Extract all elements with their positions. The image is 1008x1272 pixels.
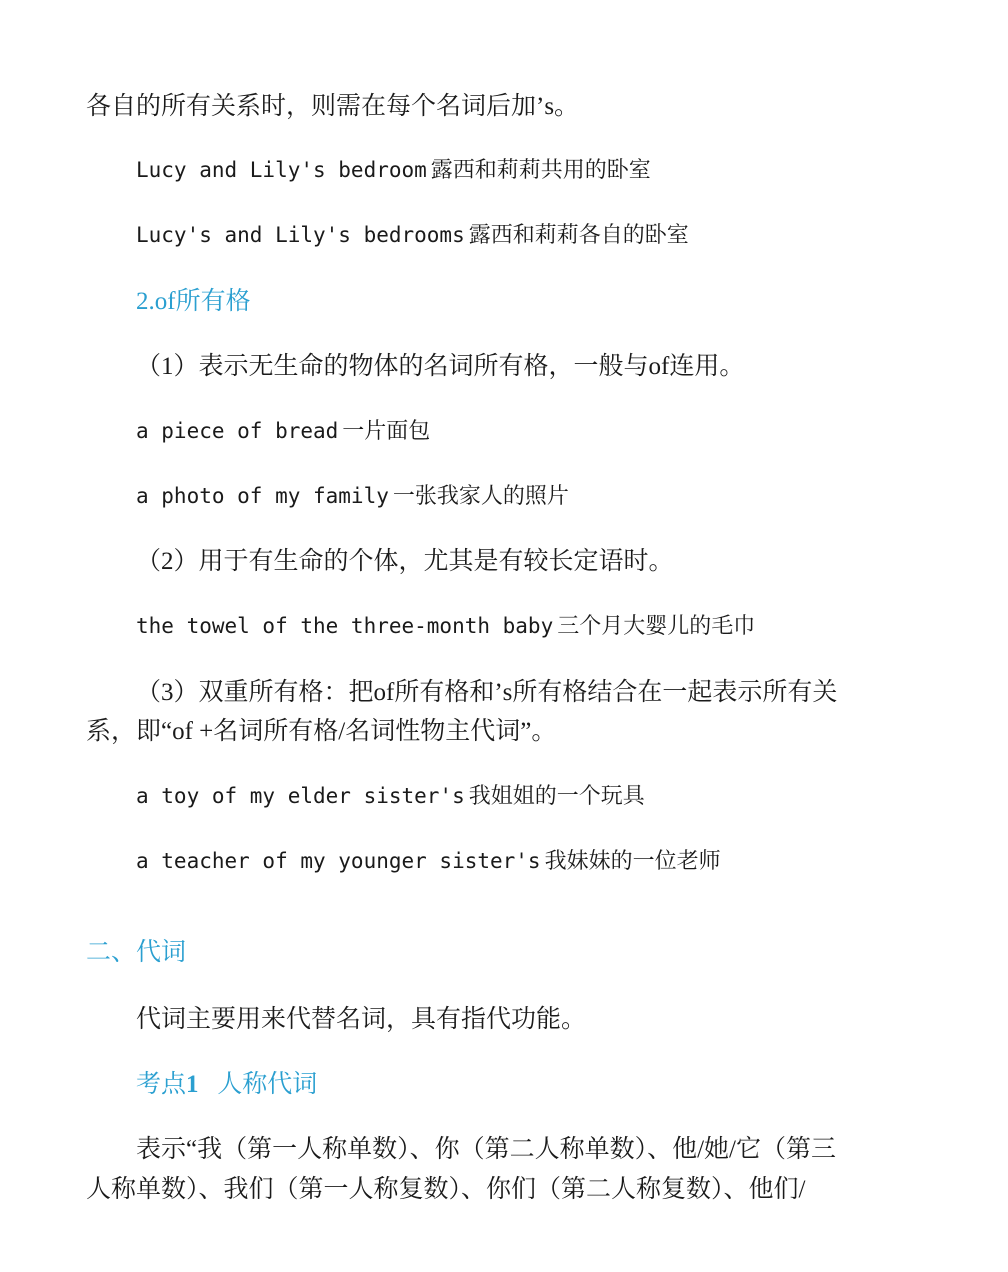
example-chinese: 我妹妹的一位老师 [544, 849, 721, 874]
example-english: a teacher of my younger sister's [136, 849, 541, 873]
example-towel-baby [136, 616, 755, 638]
example-photo-family [136, 486, 569, 508]
personal-pronoun-desc-line2: 人称单数）、我们（第一人称复数）、你们（第二人称复数）、他们/ [86, 1176, 806, 1203]
example-english: Lucy's and Lily's bedrooms [136, 223, 465, 247]
heading-point1 [136, 1072, 317, 1097]
heading-point-title: 人称代词 [217, 1071, 318, 1098]
example-chinese: 露西和莉莉各自的卧室 [468, 223, 689, 248]
example-teacher-sister [136, 851, 721, 873]
example-english: a piece of bread [136, 419, 339, 443]
example-piece-of-bread [136, 421, 430, 443]
example-toy-sister [136, 786, 645, 808]
rule-double-possessive-line1: （3）双重所有格：把of所有格和’s所有格结合在一起表示所有关 [136, 679, 838, 706]
paragraph-apostrophe-rule: 各自的所有关系时，则需在每个名词后加’s。 [86, 93, 580, 120]
example-english: a photo of my family [136, 484, 389, 508]
pronoun-intro: 代词主要用来代替名词，具有指代功能。 [136, 1006, 587, 1033]
rule-animate: （2）用于有生命的个体，尤其是有较长定语时。 [136, 548, 674, 575]
example-chinese: 我姐姐的一个玩具 [468, 784, 645, 809]
heading-pronouns: 二、代词 [86, 939, 187, 966]
example-english: the towel of the three-month baby [136, 614, 554, 638]
example-english: Lucy and Lily's bedroom [136, 158, 427, 182]
example-chinese: 露西和莉莉共用的卧室 [430, 158, 651, 183]
rule-inanimate: （1）表示无生命的物体的名词所有格，一般与of连用。 [136, 353, 745, 380]
example-english: a toy of my elder sister's [136, 784, 465, 808]
example-separate-bedrooms [136, 225, 689, 247]
heading-of-possessive: 2.of所有格 [136, 288, 251, 315]
example-chinese: 一张我家人的照片 [392, 484, 569, 509]
personal-pronoun-desc-line1: 表示“我（第一人称单数）、你（第二人称单数）、他/她/它（第三 [136, 1136, 836, 1163]
heading-point-label: 考点 [136, 1071, 187, 1098]
example-chinese: 三个月大婴儿的毛巾 [557, 614, 756, 639]
example-chinese: 一片面包 [342, 419, 431, 444]
example-shared-bedroom [136, 160, 651, 182]
heading-point-number: 1 [186, 1071, 199, 1098]
rule-double-possessive-line2: 系，即“of +名词所有格/名词性物主代词”。 [86, 718, 557, 745]
